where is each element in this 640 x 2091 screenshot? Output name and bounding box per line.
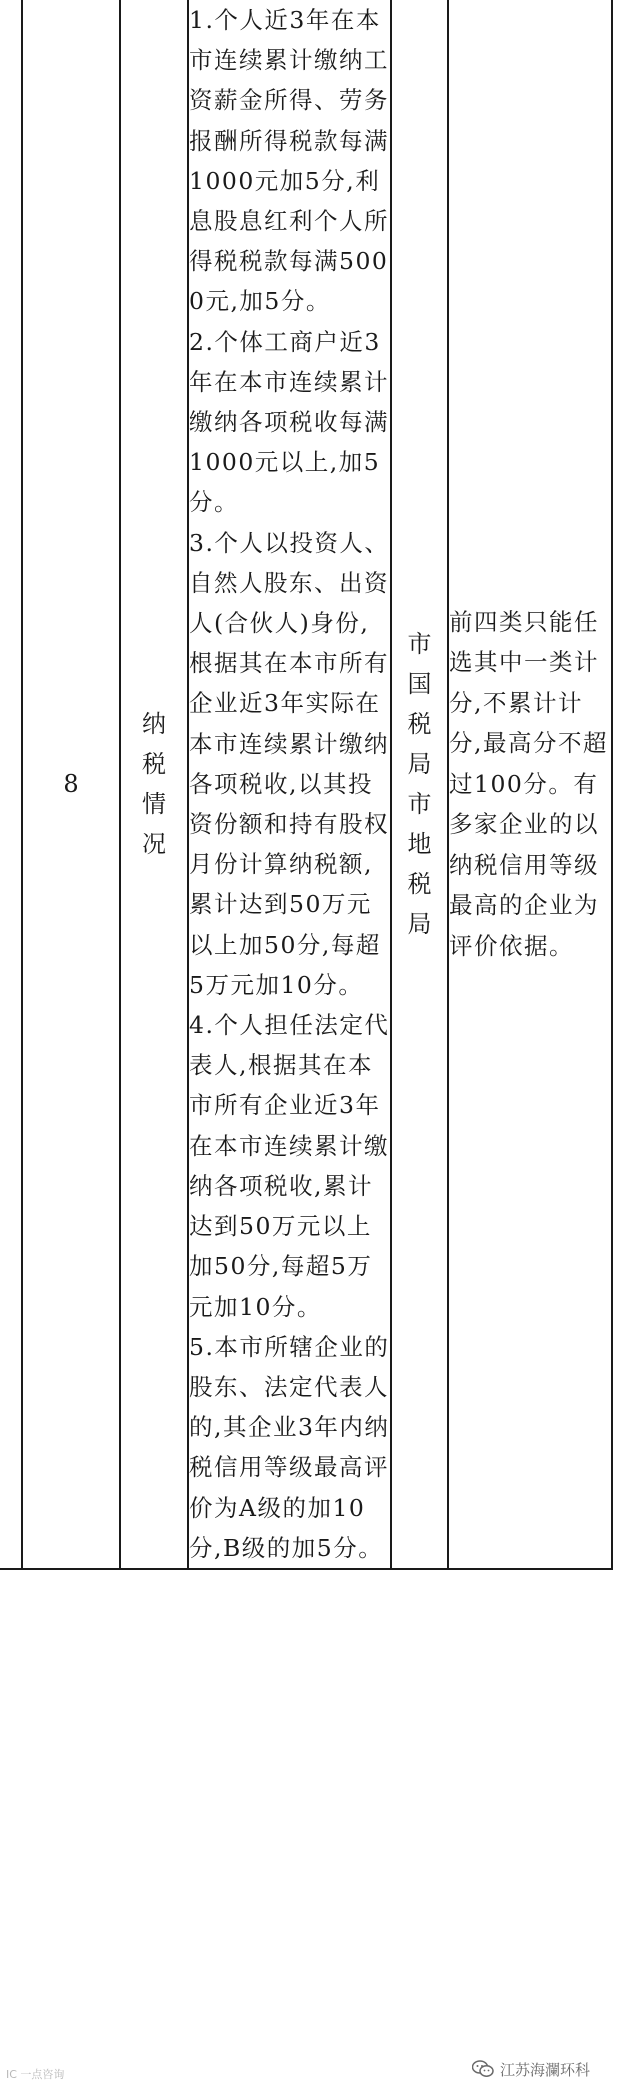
watermark-right-text: 江苏海瀾环科 — [500, 2060, 591, 2079]
item-name-cell — [120, 0, 188, 1569]
wechat-icon — [472, 2060, 494, 2078]
criterion-4: 4.个人担任法定代表人,根据其在本市所有企业近3年在本市连续累计缴纳各项税收,累计达到50万元以上加50分,每超5万元加10分。 — [189, 1011, 390, 1321]
item-name: 纳税情况 — [142, 709, 166, 858]
criterion-3: 3.个人以投资人、自然人股东、出资人(合伙人)身份,根据其在本市所有企业近3年实际在本市连续累计缴纳各项税收,以其投资份额和持有股权月份计算纳税额,累计达到50万元以上加50分,每超5万元加10分。 — [189, 528, 390, 999]
criterion-5: 5.本市所辖企业的股东、法定代表人的,其企业3年内纳税信用等级最高评价为A级的加10分,B级的加5分。 — [189, 1332, 390, 1562]
watermark-left: IC 一点咨询 — [6, 2068, 65, 2081]
criteria-cell — [188, 0, 391, 1569]
row-number-cell — [22, 0, 120, 1569]
scoring-note: 前四类只能任选其中一类计分,不累计计分,最高分不超过100分。有多家企业的以纳税信用等级最高的企业为评价依据。 — [449, 607, 608, 960]
edge-cell — [0, 0, 22, 1569]
department-cell — [391, 0, 448, 1569]
row-number: 8 — [63, 769, 79, 798]
criterion-2: 2.个体工商户近3年在本市连续累计缴纳各项税收每满1000元以上,加5分。 — [189, 327, 389, 517]
department-name: 市国税局市地税局 — [407, 629, 432, 938]
watermark-right — [468, 2054, 594, 2084]
criterion-1: 1.个人近3年在本市连续累计缴纳工资薪金所得、劳务报酬所得税款每满1000元加5分,利息股息红利个人所得税税款每满5000元,加5分。 — [189, 6, 389, 316]
note-cell — [448, 0, 612, 1569]
